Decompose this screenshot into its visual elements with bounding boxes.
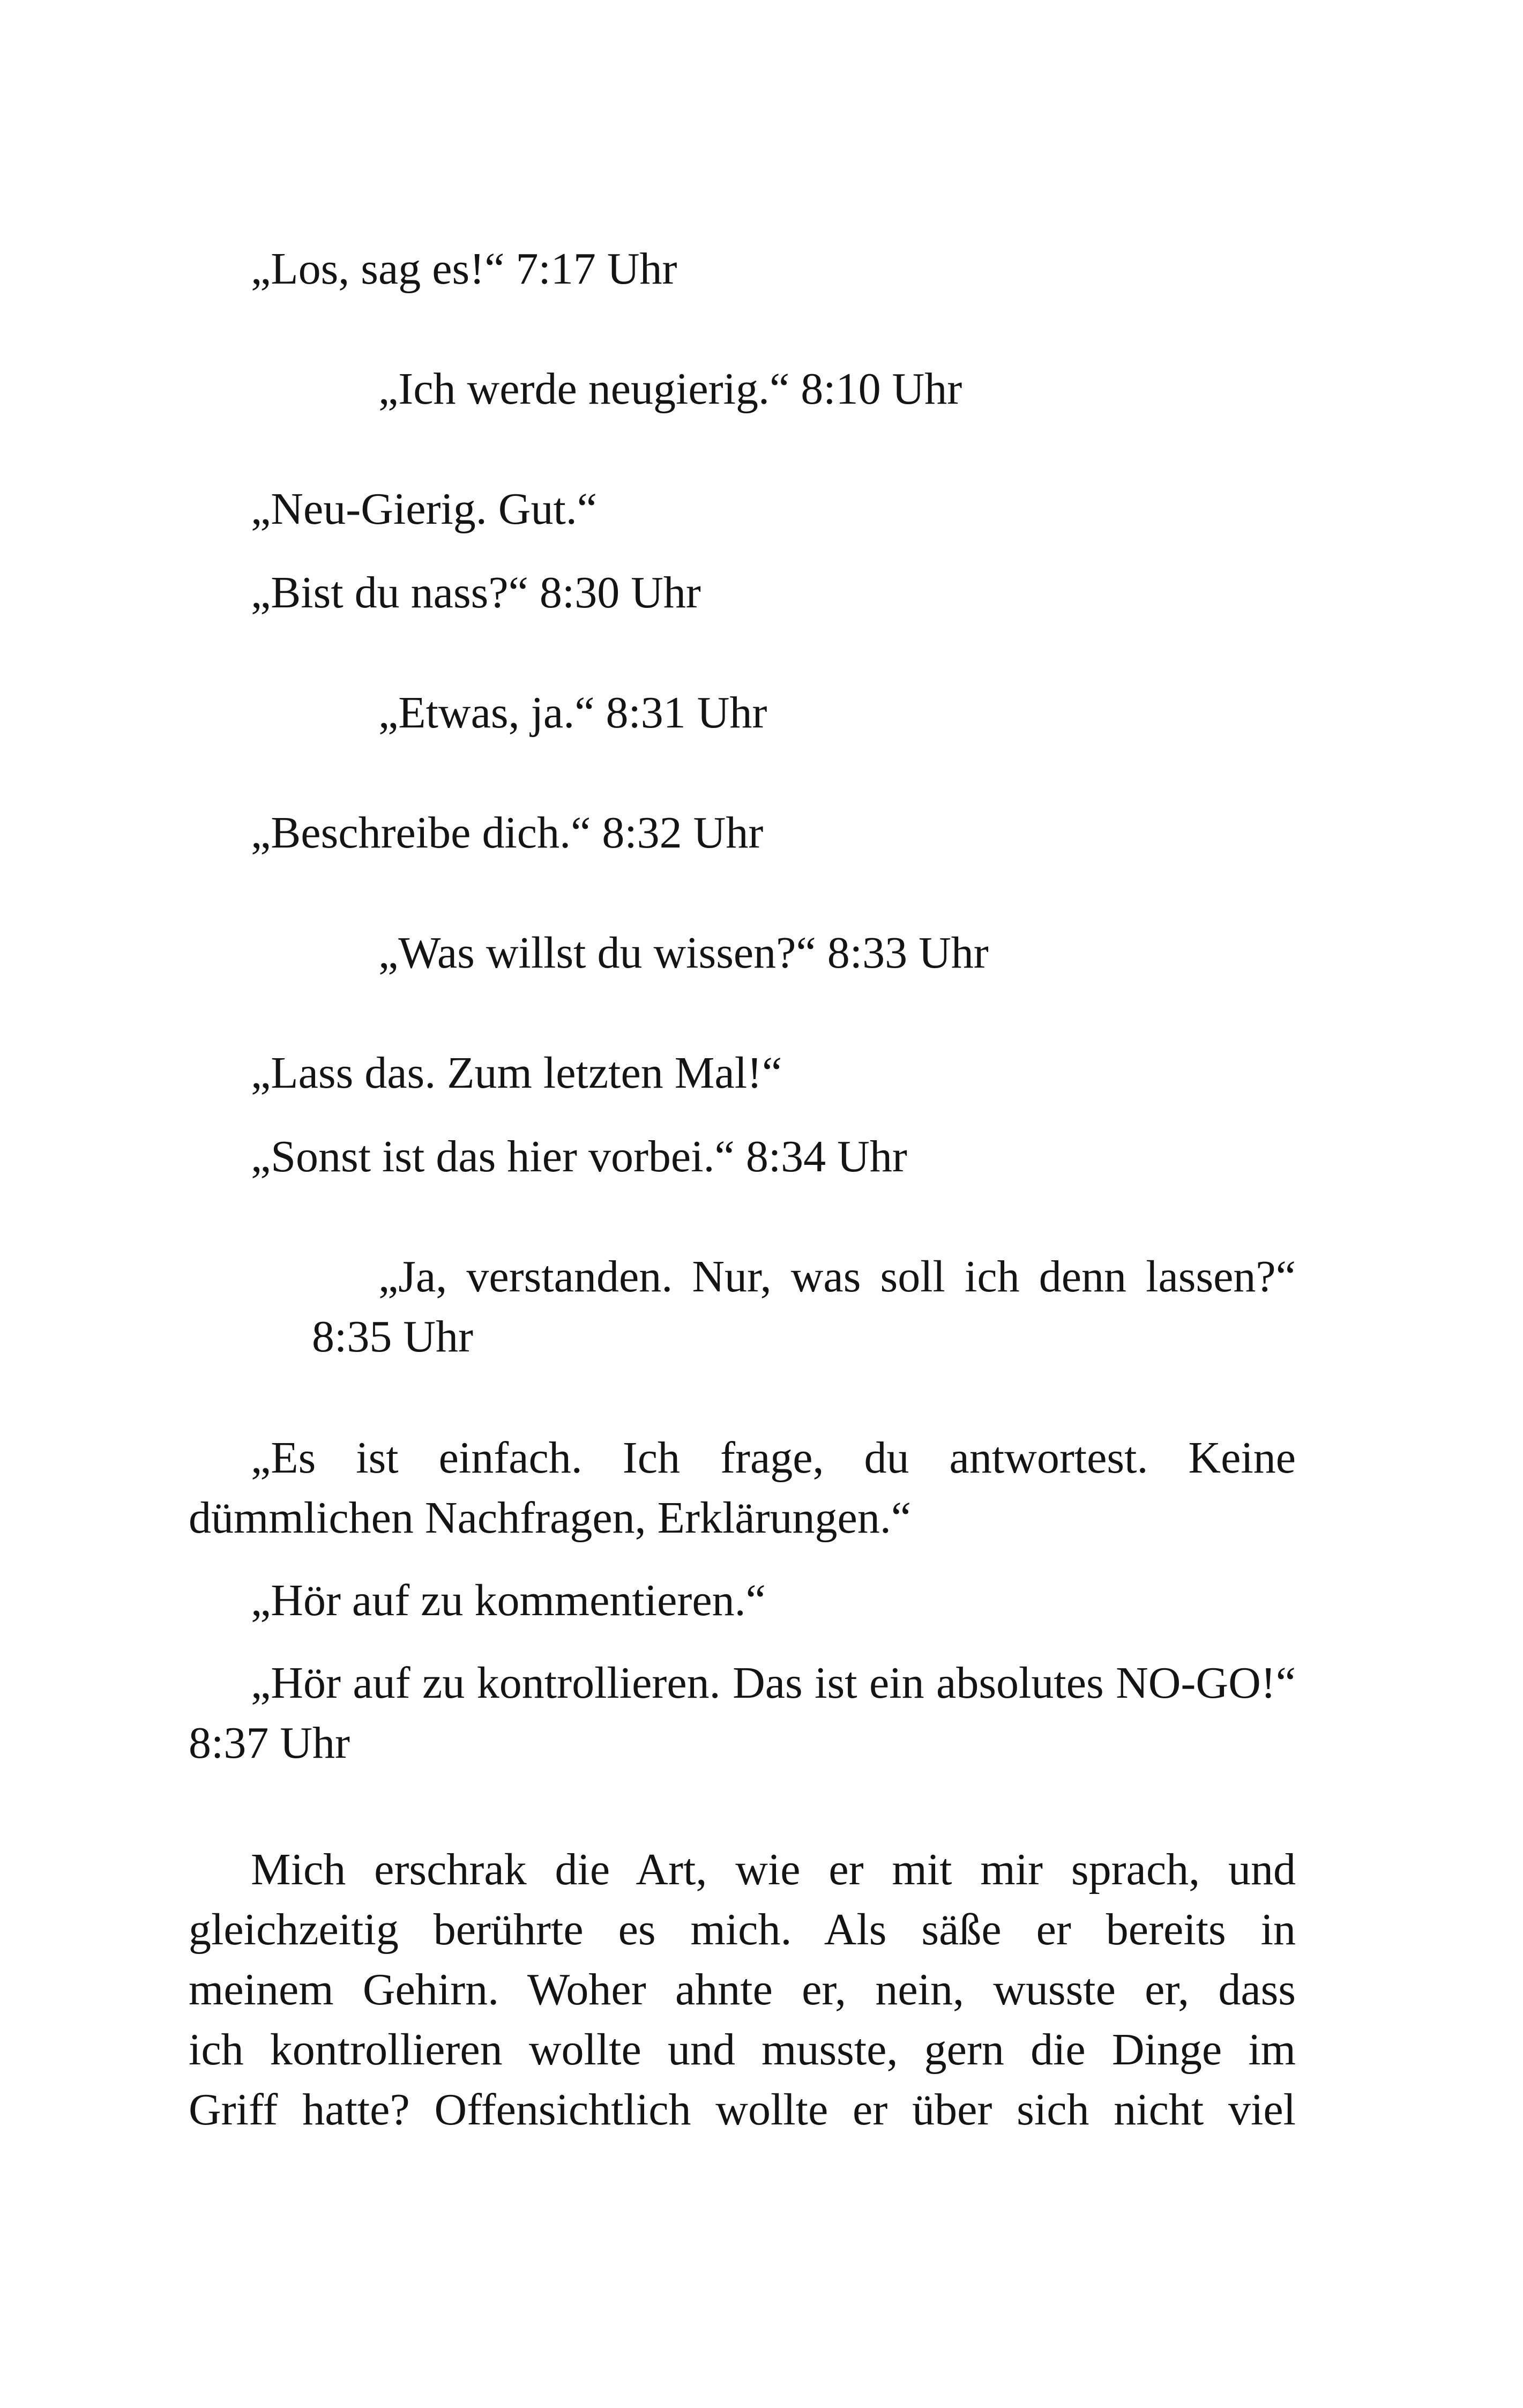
narrative-line: meinem Gehirn. Woher ahnte er, nein, wusste er, dass: [189, 1965, 1296, 2015]
message-line: „Lass das. Zum letzten Mal!“: [251, 1048, 782, 1098]
narrative-line: gleichzeitig berührte es mich. Als säße er bereits in: [189, 1905, 1296, 1954]
message-line: „Etwas, ja.“ 8:31 Uhr: [378, 688, 767, 738]
narrative-line: Griff hatte? Offensichtlich wollte er über sich nicht viel: [189, 2085, 1296, 2135]
message-paragraph: „Ja, verstanden. Nur, was soll ich denn lassen?“ 8:35 Uhr: [312, 1252, 1296, 1362]
message-line: „Bist du nass?“ 8:30 Uhr: [251, 568, 701, 618]
narrative-paragraph: [189, 1840, 1296, 2140]
narrative-line: Mich erschrak die Art, wie er mit mir sprach, und: [251, 1845, 1296, 1894]
message-line: „Los, sag es!“ 7:17 Uhr: [251, 244, 677, 294]
message-line: „Was willst du wissen?“ 8:33 Uhr: [378, 928, 989, 978]
message-line: „Sonst ist das hier vorbei.“ 8:34 Uhr: [251, 1132, 907, 1181]
message-paragraph: „Es ist einfach. Ich frage, du antwortest. Keine dümmlichen Nachfragen, Erklärungen.“: [189, 1433, 1296, 1543]
message-paragraph: „Hör auf zu kontrollieren. Das ist ein absolutes NO-GO!“ 8:37 Uhr: [189, 1658, 1296, 1768]
message-line: „Ich werde neugierig.“ 8:10 Uhr: [378, 364, 962, 414]
message-line: „Beschreibe dich.“ 8:32 Uhr: [251, 808, 764, 858]
message-line: „Hör auf zu kommentieren.“: [251, 1575, 766, 1625]
narrative-line: ich kontrollieren wollte und musste, gern die Dinge im: [189, 2025, 1296, 2075]
message-line: „Neu-Gierig. Gut.“: [251, 484, 598, 534]
